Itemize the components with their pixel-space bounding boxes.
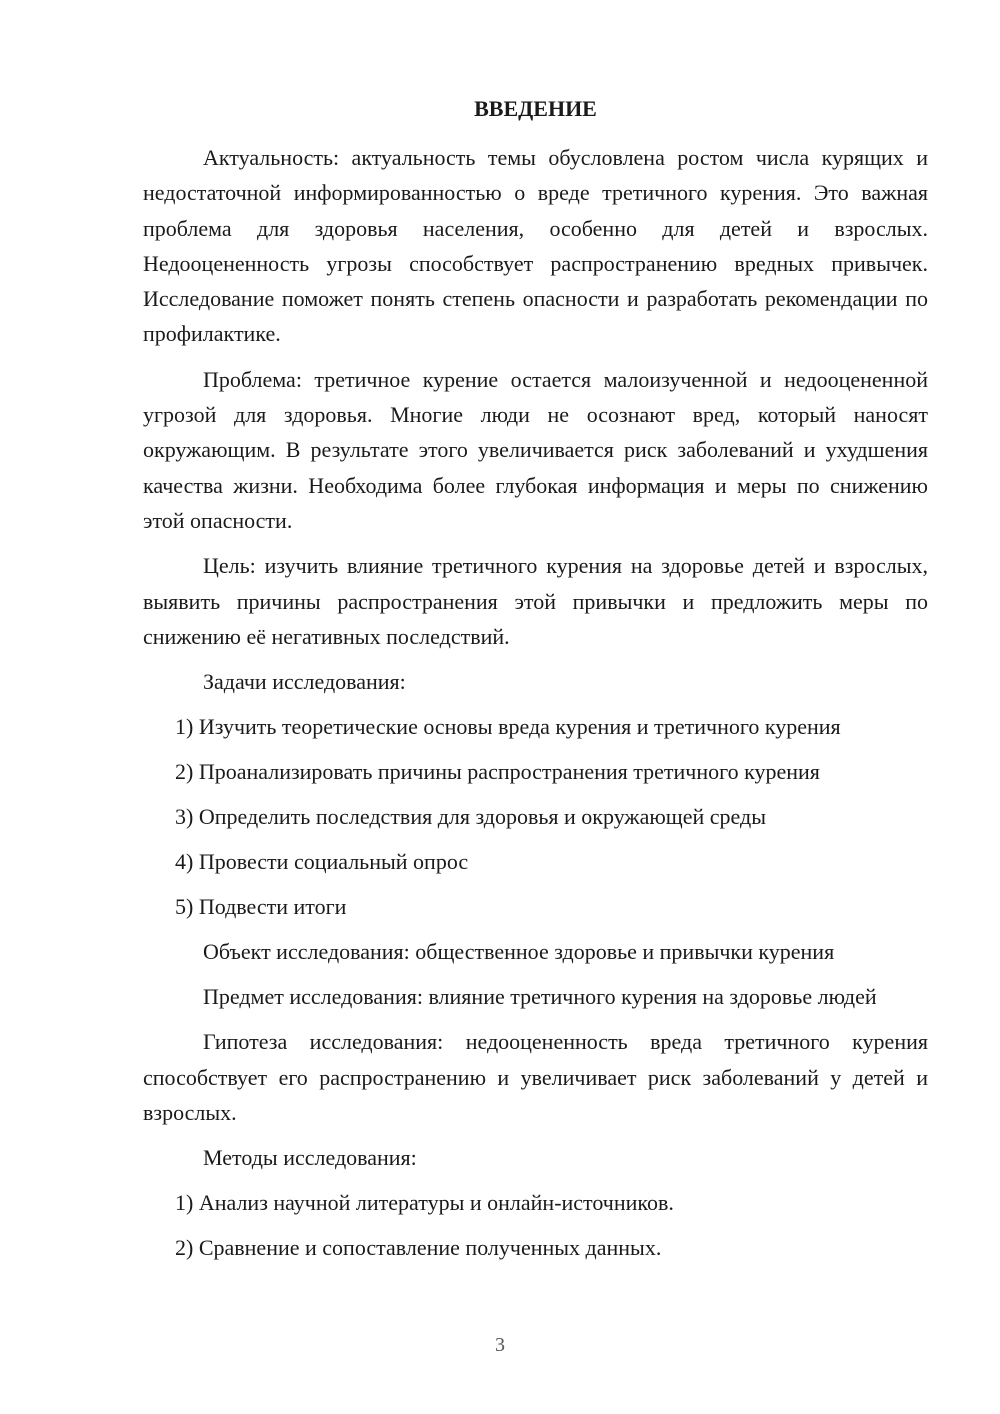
research-subject: Предмет исследования: влияние третичного курения на здоровье людей (203, 984, 877, 1010)
method-item: 2) Сравнение и сопоставление полученных данных. (175, 1235, 662, 1261)
section-title: ВВЕДЕНИЕ (474, 96, 597, 121)
task-item: 2) Проанализировать причины распространения третичного курения (175, 759, 820, 785)
task-item: 4) Провести социальный опрос (175, 849, 469, 875)
method-item: 1) Анализ научной литературы и онлайн-источников. (175, 1190, 674, 1216)
task-item: 1) Изучить теоретические основы вреда курения и третичного курения (175, 714, 841, 740)
goal-paragraph: Цель: изучить влияние третичного курения на здоровье детей и взрослых, выявить причины распространения этой привычки и предложить меры по снижению её негативных последствий. (143, 553, 928, 649)
tasks-heading: Задачи исследования: (203, 669, 406, 695)
task-item: 5) Подвести итоги (175, 894, 347, 920)
task-item: 3) Определить последствия для здоровья и окружающей среды (175, 804, 767, 830)
page-number: 3 (495, 1334, 505, 1356)
methods-heading: Методы исследования: (203, 1145, 417, 1171)
research-object: Объект исследования: общественное здоровье и привычки курения (203, 939, 835, 965)
research-hypothesis: Гипотеза исследования: недооцененность вреда третичного курения способствует его распространению и увеличивает риск заболеваний у детей и взрослых. (143, 1029, 928, 1126)
relevance-paragraph: Актуальность: актуальность темы обусловлена ростом числа курящих и недостаточной информированностью о вреде третичного курения. Это важная проблема для здоровья населения, особенно для детей и взрослых. Недооцененность угрозы способствует распространению вредных привычек. Исследование поможет понять степень опасности и разработать рекомендации по профилактике. (143, 145, 928, 347)
document-page (143, 92, 928, 1275)
problem-paragraph: Проблема: третичное курение остается малоизученной и недооцененной угрозой для здоровья. Многие люди не осознают вред, который наносят окружающим. В результате этого увеличивается риск заболеваний и ухудшения качества жизни. Необходима более глубокая информация и меры по снижению этой опасности. (143, 366, 928, 533)
